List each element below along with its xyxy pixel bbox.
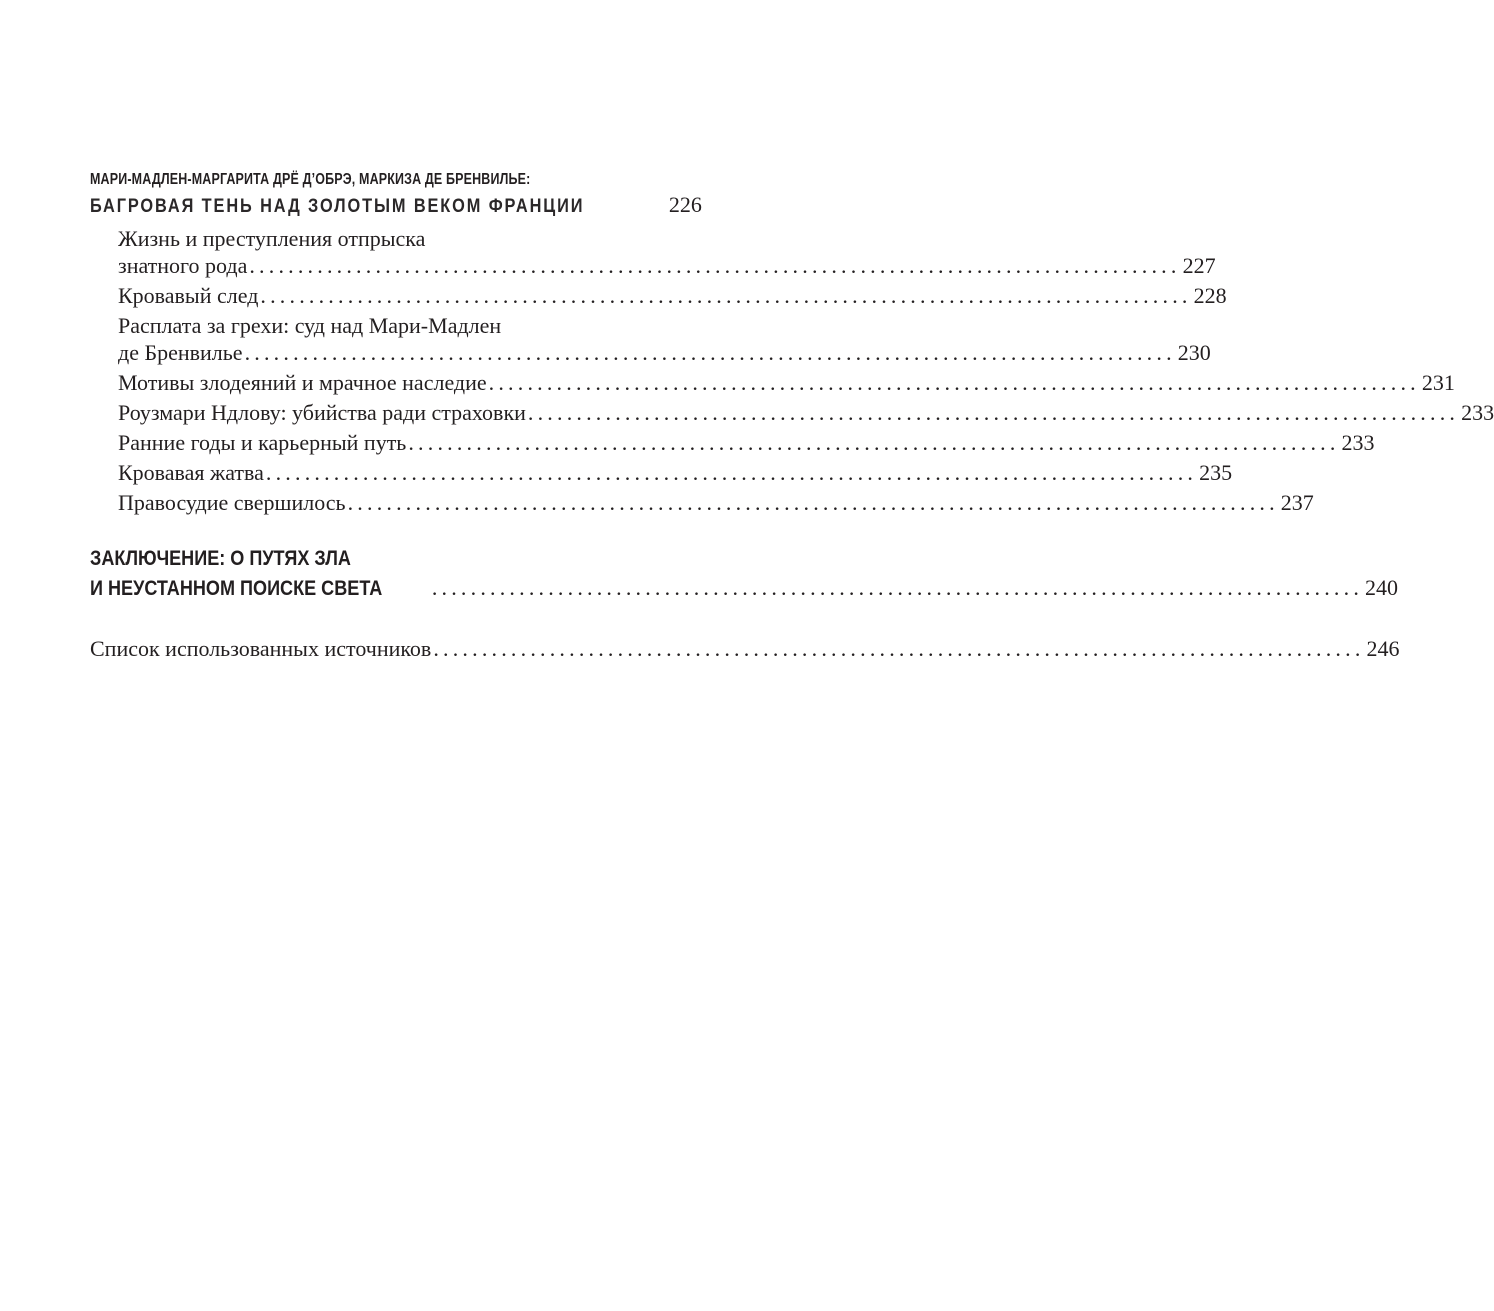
toc-section-line: [118, 490, 1314, 516]
toc-chapter-title-line1-row: [90, 168, 684, 194]
toc-conclusion-line1-row: [90, 546, 684, 576]
toc-section-label: Правосудие свершилось: [118, 490, 346, 515]
toc-page-number: 227: [1182, 253, 1216, 278]
toc-section-label: Роузмари Ндлову: убийства ради страховки: [118, 400, 526, 425]
toc-section-line: [118, 340, 1211, 366]
toc-chapter-title-line1: МАРИ-МАДЛЕН-МАРГАРИТА ДРЁ Д’ОБРЭ, МАРКИЗА ДЕ БРЕНВИЛЬЕ:: [90, 171, 531, 188]
toc-section-0[interactable]: [118, 253, 1216, 283]
toc-conclusion-title-line1: [90, 545, 393, 572]
toc-section-label: де Бренвилье: [118, 340, 243, 365]
toc-section-line: [118, 430, 1375, 456]
toc-chapter-title-line2-row: [90, 192, 702, 220]
toc-section-line: [118, 370, 1455, 396]
toc-section-6[interactable]: [118, 460, 1233, 490]
dot-leader: ................................................................................................: [260, 283, 1192, 308]
toc-sources-label: Список использованных источников: [90, 636, 432, 661]
toc-sources-entry[interactable]: [90, 636, 1400, 666]
toc-page-number: 246: [1366, 636, 1400, 661]
toc-page-number: 230: [1177, 340, 1211, 365]
toc-page-number: 240: [1365, 575, 1399, 600]
toc-conclusion-line: [90, 575, 1399, 602]
toc-section-4[interactable]: [118, 400, 1494, 430]
toc-section-label: Ранние годы и карьерный путь: [118, 430, 407, 455]
dot-leader: ................................................................................................: [249, 253, 1181, 278]
toc-section-line: [118, 400, 1494, 426]
dot-leader: ................................................................................................: [408, 430, 1340, 455]
dot-leader: ................................................................................................: [431, 575, 1364, 600]
toc-conclusion-title-line1-text: ЗАКЛЮЧЕНИЕ: О ПУТЯХ ЗЛА: [90, 547, 351, 570]
toc-page-number: 228: [1193, 283, 1227, 308]
toc-page-number: 231: [1421, 370, 1455, 395]
toc-section-1[interactable]: [118, 283, 1227, 313]
toc-section-label: Кровавый след: [118, 283, 259, 308]
toc-section-7[interactable]: [118, 490, 1314, 520]
toc-chapter-title-line2: [90, 192, 665, 220]
toc-conclusion-title-line2-text: И НЕУСТАННОМ ПОИСКЕ СВЕТА: [90, 577, 383, 600]
dot-leader: ................................................................................................: [488, 370, 1420, 395]
dot-leader: ................................................................................................: [433, 636, 1365, 661]
toc-sources-line: [90, 636, 1400, 662]
toc-section-label: Жизнь и преступления отпрыска: [118, 226, 426, 251]
toc-section-2-line1-row: [118, 313, 684, 343]
toc-conclusion-title-line2: [90, 575, 430, 602]
toc-section-5[interactable]: [118, 430, 1375, 460]
toc-page-number: 233: [1461, 400, 1494, 425]
toc-section-line: [118, 283, 1227, 309]
toc-section-label: Расплата за грехи: суд над Мари-Мадлен: [118, 313, 502, 338]
toc-section-0-line1-row: [118, 226, 684, 256]
dot-leader: ................................................................................................: [527, 400, 1460, 425]
toc-page-number: 235: [1199, 460, 1233, 485]
toc-section-line: [118, 460, 1233, 486]
dot-leader: ................................................................................................: [265, 460, 1198, 485]
toc-page-number: 233: [1341, 430, 1375, 455]
toc-section-label: Кровавая жатва: [118, 460, 264, 485]
dot-leader: ................................................................................................: [244, 340, 1176, 365]
dot-leader: ................................................................................................: [347, 490, 1279, 515]
toc-page-number: 226: [668, 192, 702, 217]
toc-chapter-entry[interactable]: [90, 192, 702, 224]
toc-section-3[interactable]: [118, 370, 1455, 400]
toc-section-label: знатного рода: [118, 253, 248, 278]
toc-chapter-title-stencil: БАГРОВАЯ ТЕНЬ НАД ЗОЛОТЫМ ВЕКОМ ФРАНЦИИ: [90, 196, 585, 217]
toc-section-label: Мотивы злодеяний и мрачное наследие: [118, 370, 487, 395]
toc-page-number: 237: [1280, 490, 1314, 515]
toc-section-line: [118, 253, 1216, 279]
toc-conclusion-entry[interactable]: [90, 575, 1399, 606]
toc-section-2[interactable]: [118, 340, 1211, 370]
